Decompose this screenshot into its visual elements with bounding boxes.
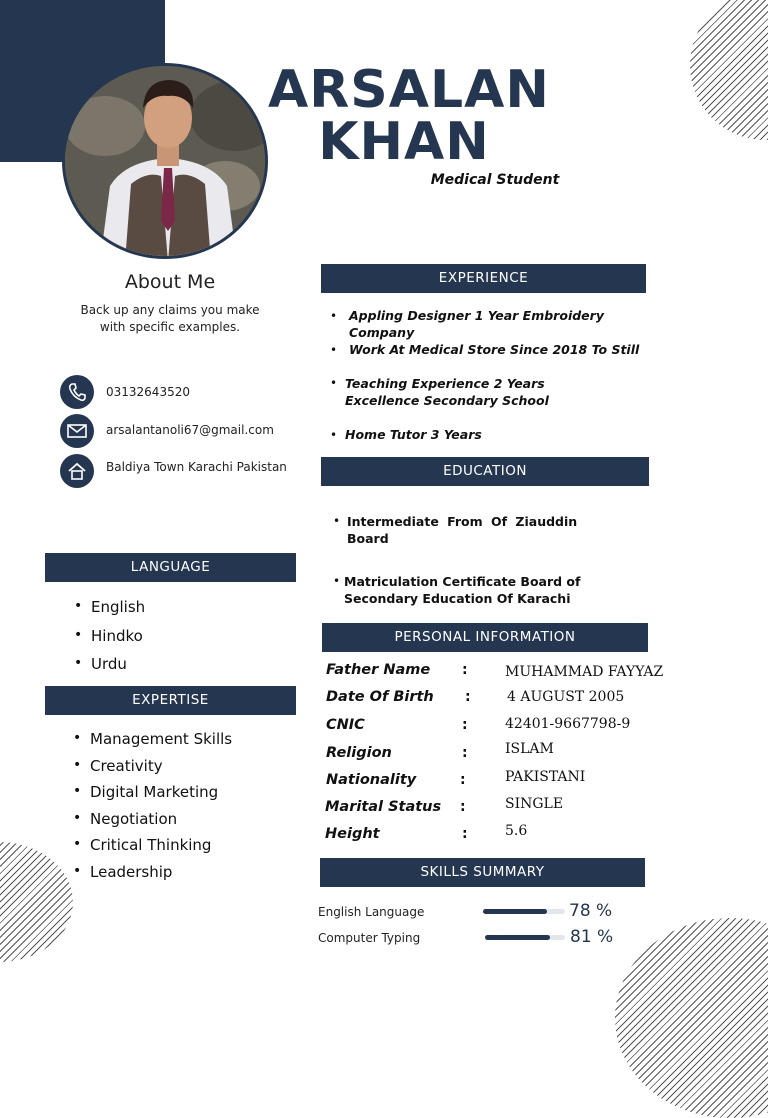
job-title: Medical Student [430,172,560,188]
personal-value: 5.6 [505,823,528,839]
list-item: • Leadership [90,863,232,890]
colon: : [460,799,466,815]
colon: : [462,717,468,733]
personal-label: Religion [326,745,392,761]
contact-address: Baldiya Town Karachi Pakistan [106,460,287,474]
experience-item: Teaching Experience 2 Years Excellence Secondary School [345,376,549,408]
personal-label: Marital Status [325,799,442,815]
education-header: EDUCATION [321,457,649,486]
personal-label: CNIC [326,717,365,733]
personal-label: Father Name [326,662,431,678]
list-item: • Digital Marketing [90,783,232,810]
experience-header: EXPERIENCE [321,264,646,293]
personal-value: SINGLE [505,796,564,812]
colon: : [460,772,466,788]
bullet: • [330,343,338,357]
experience-item: Home Tutor 3 Years [345,427,482,442]
last-name: KHAN [318,112,490,172]
skills-header: SKILLS SUMMARY [320,858,645,887]
list-item: • Urdu [91,655,145,684]
personal-value: 4 AUGUST 2005 [507,689,625,705]
language-header: LANGUAGE [45,553,296,582]
hatched-circle-decoration [0,842,73,962]
colon: : [462,745,468,761]
personal-value: PAKISTANI [505,769,586,785]
skill-bar-fill [485,935,550,940]
skill-bar [483,909,565,914]
personal-value: ISLAM [505,741,554,757]
skill-bar-fill [483,909,547,914]
bullet: • [330,428,338,442]
personal-value: 42401-9667798-9 [505,716,631,732]
expertise-header: EXPERTISE [45,686,296,715]
bullet: • [333,514,341,528]
hatched-circle-decoration [615,918,768,1118]
experience-item: Appling Designer 1 Year Embroidery Company [349,308,604,340]
colon: : [462,826,468,842]
about-title: About Me [124,271,216,293]
skill-bar [485,935,565,940]
personal-value: MUHAMMAD FAYYAZ [505,664,664,680]
home-icon [60,454,94,488]
language-list [91,598,145,684]
personal-label: Height [325,826,380,842]
first-name: ARSALAN [268,60,550,120]
profile-photo-illustration [65,66,268,259]
colon: : [462,662,468,678]
contact-email: arsalantanoli67@gmail.com [106,423,274,437]
list-item: • Critical Thinking [90,836,232,863]
experience-item: Work At Medical Store Since 2018 To Still [349,342,640,357]
bullet: • [333,574,341,588]
personal-info-header: PERSONAL INFORMATION [322,623,648,652]
list-item: • Management Skills [90,730,232,757]
skill-name: English Language [318,905,425,919]
list-item: • Negotiation [90,810,232,837]
colon: : [465,689,471,705]
list-item: • Creativity [90,757,232,784]
contact-phone: 03132643520 [106,385,190,399]
education-item: Matriculation Certificate Board of Secondary Education Of Karachi [344,574,581,606]
phone-icon [60,375,94,409]
list-item: • Hindko [91,627,145,656]
list-item: • English [91,598,145,627]
hatched-circle-decoration [690,0,768,140]
personal-label: Nationality [326,772,417,788]
personal-label: Date Of Birth [326,689,434,705]
education-item: Intermediate From Of Ziauddin Board [347,514,578,546]
profile-photo [62,63,268,259]
skill-percent: 81 % [570,927,614,947]
mail-icon [60,414,94,448]
skill-name: Computer Typing [318,931,421,945]
bullet: • [330,309,338,323]
expertise-list [90,730,232,889]
about-text: Back up any claims you make with specific examples. [80,303,260,334]
bullet: • [330,376,338,390]
skill-percent: 78 % [569,901,613,921]
